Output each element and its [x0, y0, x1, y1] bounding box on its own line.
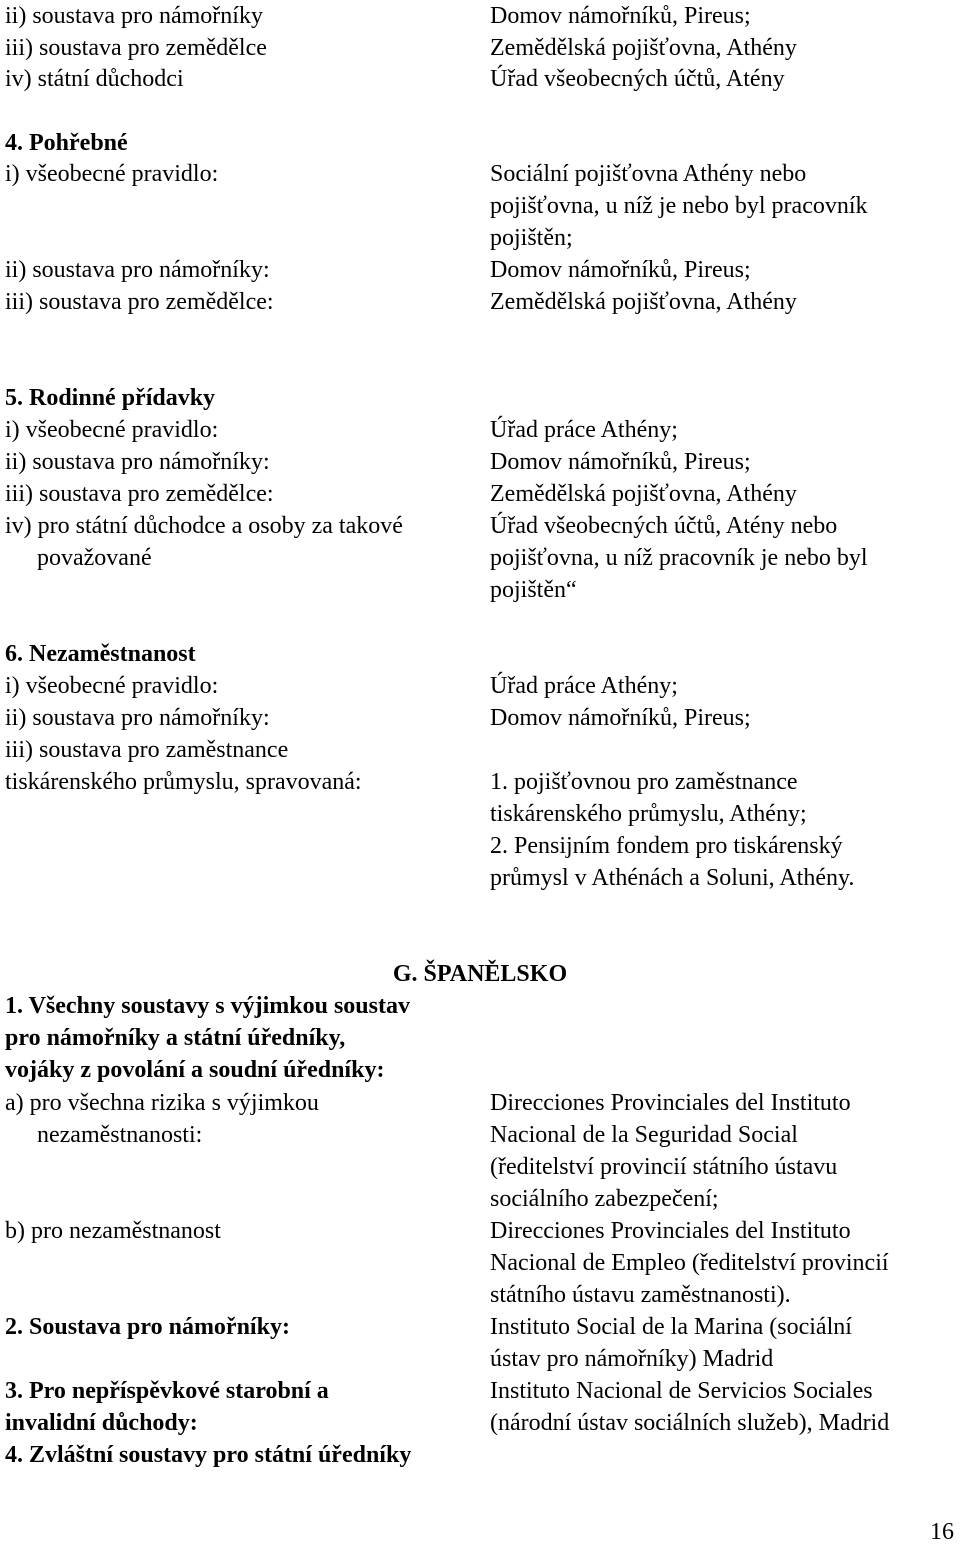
row-institution: Domov námořníků, Pireus;: [490, 705, 751, 731]
row-label: i) všeobecné pravidlo:: [5, 417, 219, 443]
section-heading-5: 5. Rodinné přídavky: [5, 385, 216, 411]
country-title: G. ŠPANĚLSKO: [392, 961, 568, 987]
row-label: nezaměstnanosti:: [37, 1122, 203, 1148]
row-label: iii) soustava pro zaměstnance: [5, 737, 289, 763]
section-heading-3: 3. Pro nepříspěvkové starobní a: [5, 1378, 329, 1404]
row-label: ii) soustava pro námořníky:: [5, 257, 270, 283]
row-institution: pojišťovna, u níž je nebo byl pracovník: [490, 193, 868, 219]
row-institution: Domov námořníků, Pireus;: [490, 257, 751, 283]
row-institution: Úřad všeobecných účtů, Atény nebo: [490, 513, 838, 539]
row-institution: 2. Pensijním fondem pro tiskárenský: [490, 833, 843, 859]
row-institution: ústav pro námořníky) Madrid: [490, 1346, 774, 1372]
row-label: iv) pro státní důchodce a osoby za takové: [5, 513, 403, 539]
row-label: iv) státní důchodci: [5, 66, 184, 92]
row-institution: Domov námořníků, Pireus;: [490, 3, 751, 29]
row-institution: 1. pojišťovnou pro zaměstnance: [490, 769, 798, 795]
row-institution: Úřad všeobecných účtů, Atény: [490, 66, 785, 92]
row-institution: pojišťovna, u níž pracovník je nebo byl: [490, 545, 868, 571]
row-label: ii) soustava pro námořníky:: [5, 449, 270, 475]
row-label: ii) soustava pro námořníky: [5, 3, 263, 29]
row-institution: Úřad práce Athény;: [490, 673, 678, 699]
row-institution: Sociální pojišťovna Athény nebo: [490, 161, 807, 187]
row-institution: Zemědělská pojišťovna, Athény: [490, 35, 797, 61]
section-heading-1: vojáky z povolání a soudní úředníky:: [5, 1057, 385, 1083]
row-label: iii) soustava pro zemědělce: [5, 35, 267, 61]
row-institution: Direcciones Provinciales del Instituto: [490, 1218, 851, 1244]
row-label: a) pro všechna rizika s výjimkou: [5, 1090, 319, 1116]
row-institution: pojištěn;: [490, 225, 573, 251]
row-label: i) všeobecné pravidlo:: [5, 161, 219, 187]
row-label: iii) soustava pro zemědělce:: [5, 481, 274, 507]
row-institution: Nacional de la Seguridad Social: [490, 1122, 798, 1148]
row-label: iii) soustava pro zemědělce:: [5, 289, 274, 315]
row-institution: Domov námořníků, Pireus;: [490, 449, 751, 475]
row-label: tiskárenského průmyslu, spravovaná:: [5, 769, 362, 795]
row-institution: Instituto Nacional de Servicios Sociales: [490, 1378, 873, 1404]
row-institution: pojištěn“: [490, 577, 577, 603]
section-heading-1: pro námořníky a státní úředníky,: [5, 1025, 346, 1051]
page-number: 16: [930, 1519, 954, 1545]
row-institution: státního ústavu zaměstnanosti).: [490, 1282, 791, 1308]
row-institution: Zemědělská pojišťovna, Athény: [490, 289, 797, 315]
section-heading-3: invalidní důchody:: [5, 1410, 198, 1436]
row-institution: průmysl v Athénách a Soluni, Athény.: [490, 865, 855, 891]
row-label: považované: [37, 545, 152, 571]
section-heading-4: 4. Pohřebné: [5, 130, 128, 156]
row-institution: (ředitelství provincií státního ústavu: [490, 1154, 838, 1180]
section-heading-6: 6. Nezaměstnanost: [5, 641, 196, 667]
row-label: ii) soustava pro námořníky:: [5, 705, 270, 731]
row-label: b) pro nezaměstnanost: [5, 1218, 221, 1244]
row-institution: Zemědělská pojišťovna, Athény: [490, 481, 797, 507]
row-label: i) všeobecné pravidlo:: [5, 673, 219, 699]
row-institution: Direcciones Provinciales del Instituto: [490, 1090, 851, 1116]
section-heading-4: 4. Zvláštní soustavy pro státní úředníky: [5, 1442, 412, 1468]
row-institution: Instituto Social de la Marina (sociální: [490, 1314, 852, 1340]
row-institution: Nacional de Empleo (ředitelství provincií: [490, 1250, 889, 1276]
row-institution: Úřad práce Athény;: [490, 417, 678, 443]
section-heading-2: 2. Soustava pro námořníky:: [5, 1314, 290, 1340]
section-heading-1: 1. Všechny soustavy s výjimkou soustav: [5, 993, 410, 1019]
row-institution: (národní ústav sociálních služeb), Madrid: [490, 1410, 890, 1436]
row-institution: sociálního zabezpečení;: [490, 1186, 719, 1212]
row-institution: tiskárenského průmyslu, Athény;: [490, 801, 807, 827]
